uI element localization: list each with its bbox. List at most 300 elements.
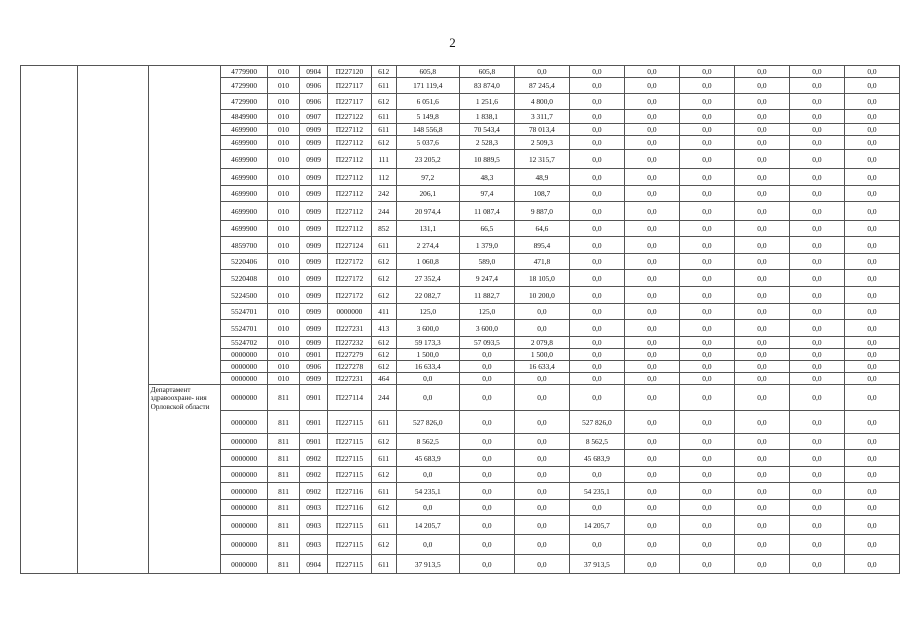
table-cell: 4699900 bbox=[221, 186, 268, 202]
table-cell: 0,0 bbox=[844, 500, 899, 516]
table-cell: 9 887,0 bbox=[514, 202, 569, 221]
table-cell: 0,0 bbox=[569, 320, 624, 337]
table-cell: 0,0 bbox=[679, 169, 734, 186]
table-cell: 112 bbox=[371, 169, 396, 186]
table-cell: П227172 bbox=[328, 270, 372, 287]
table-cell: 0000000 bbox=[221, 555, 268, 574]
table-cell: 0,0 bbox=[569, 304, 624, 320]
table-cell: 010 bbox=[267, 270, 299, 287]
table-cell: 0,0 bbox=[844, 287, 899, 304]
table-cell: П227112 bbox=[328, 136, 372, 150]
table-cell: 0,0 bbox=[514, 555, 569, 574]
table-cell: 0,0 bbox=[734, 450, 789, 467]
table-cell: 811 bbox=[267, 434, 299, 450]
table-cell: 0,0 bbox=[844, 361, 899, 373]
table-cell: 0,0 bbox=[734, 304, 789, 320]
table-cell: 0,0 bbox=[624, 337, 679, 349]
table-cell: 57 093,5 bbox=[459, 337, 514, 349]
table-cell: 0909 bbox=[300, 320, 328, 337]
table-cell: 4729900 bbox=[221, 78, 268, 94]
table-cell: П227124 bbox=[328, 237, 372, 254]
table-cell: 527 826,0 bbox=[569, 411, 624, 434]
table-cell: 0,0 bbox=[844, 337, 899, 349]
table-cell: 0,0 bbox=[624, 237, 679, 254]
table-cell: 010 bbox=[267, 66, 299, 78]
table-cell: 0,0 bbox=[844, 320, 899, 337]
table-cell: 97,4 bbox=[459, 186, 514, 202]
table-cell: 0,0 bbox=[844, 150, 899, 169]
table-cell: 010 bbox=[267, 150, 299, 169]
table-cell: 2 079,8 bbox=[514, 337, 569, 349]
table-cell: 0,0 bbox=[569, 221, 624, 237]
table-cell: 0,0 bbox=[789, 385, 844, 411]
table-cell: 0,0 bbox=[734, 254, 789, 270]
table-cell: 0,0 bbox=[679, 361, 734, 373]
table-cell: 4699900 bbox=[221, 221, 268, 237]
table-cell: 0,0 bbox=[624, 124, 679, 136]
table-cell: 0,0 bbox=[679, 373, 734, 385]
table-cell: 0,0 bbox=[459, 373, 514, 385]
table-cell: 0,0 bbox=[624, 254, 679, 270]
table-cell: 3 600,0 bbox=[459, 320, 514, 337]
table-cell: 0,0 bbox=[459, 535, 514, 555]
table-cell: 0000000 bbox=[221, 535, 268, 555]
table-cell: 0,0 bbox=[844, 110, 899, 124]
table-cell: П227120 bbox=[328, 66, 372, 78]
table-cell: 611 bbox=[371, 483, 396, 500]
table-cell: 0,0 bbox=[624, 450, 679, 467]
table-cell: П227122 bbox=[328, 110, 372, 124]
table-cell: 0,0 bbox=[789, 320, 844, 337]
table-cell: 010 bbox=[267, 169, 299, 186]
table-cell: 0,0 bbox=[679, 535, 734, 555]
table-cell: 0,0 bbox=[789, 78, 844, 94]
table-cell: 0,0 bbox=[679, 483, 734, 500]
table-cell: 605,8 bbox=[459, 66, 514, 78]
table-cell: 611 bbox=[371, 78, 396, 94]
table-cell: 131,1 bbox=[396, 221, 459, 237]
table-cell: 0000000 bbox=[221, 361, 268, 373]
table-cell: 0,0 bbox=[734, 337, 789, 349]
table-cell: 0,0 bbox=[459, 349, 514, 361]
table-cell: 0,0 bbox=[734, 361, 789, 373]
table-cell: П227115 bbox=[328, 450, 372, 467]
table-cell: 0000000 bbox=[221, 450, 268, 467]
table-cell: 612 bbox=[371, 287, 396, 304]
table-cell: 0,0 bbox=[569, 254, 624, 270]
table-cell: 23 205,2 bbox=[396, 150, 459, 169]
table-cell: П227112 bbox=[328, 221, 372, 237]
table-cell: 4729900 bbox=[221, 94, 268, 110]
table-cell: 0,0 bbox=[679, 500, 734, 516]
table-cell: 0,0 bbox=[844, 450, 899, 467]
table-cell: 0,0 bbox=[844, 467, 899, 483]
table-cell: 0,0 bbox=[624, 66, 679, 78]
table-cell: 0909 bbox=[300, 287, 328, 304]
table-cell: 0,0 bbox=[789, 349, 844, 361]
table-cell: 010 bbox=[267, 254, 299, 270]
table-cell: 0,0 bbox=[844, 304, 899, 320]
table-cell: 0,0 bbox=[569, 110, 624, 124]
table-cell: 0,0 bbox=[679, 237, 734, 254]
table-cell: 0,0 bbox=[844, 555, 899, 574]
table-cell: 97,2 bbox=[396, 169, 459, 186]
table-cell: 8 562,5 bbox=[569, 434, 624, 450]
table-cell: 811 bbox=[267, 385, 299, 411]
table-cell: 0,0 bbox=[679, 110, 734, 124]
table-cell: 0,0 bbox=[624, 150, 679, 169]
table-cell: 4699900 bbox=[221, 124, 268, 136]
table-cell: 0901 bbox=[300, 385, 328, 411]
table-cell: 0,0 bbox=[789, 483, 844, 500]
table-cell: 242 bbox=[371, 186, 396, 202]
table-cell: 0,0 bbox=[679, 349, 734, 361]
table-cell: 0,0 bbox=[734, 500, 789, 516]
table-cell: 0909 bbox=[300, 202, 328, 221]
table-cell: 0,0 bbox=[569, 270, 624, 287]
table-cell: 6 051,6 bbox=[396, 94, 459, 110]
table-cell: 0,0 bbox=[679, 467, 734, 483]
table-cell: 010 bbox=[267, 110, 299, 124]
table-cell: 14 205,7 bbox=[396, 516, 459, 535]
table-cell: 0,0 bbox=[789, 94, 844, 110]
table-cell: 0,0 bbox=[734, 150, 789, 169]
table-cell: 4849900 bbox=[221, 110, 268, 124]
table-cell: 0,0 bbox=[396, 535, 459, 555]
table-cell: 0,0 bbox=[396, 385, 459, 411]
table-cell: 0,0 bbox=[679, 411, 734, 434]
table-cell: 148 556,8 bbox=[396, 124, 459, 136]
table-cell: 0,0 bbox=[569, 66, 624, 78]
table-cell: 0,0 bbox=[789, 337, 844, 349]
table-cell: 010 bbox=[267, 124, 299, 136]
table-cell: 4779900 bbox=[221, 66, 268, 78]
table-cell: 0,0 bbox=[569, 124, 624, 136]
table-cell: 612 bbox=[371, 94, 396, 110]
table-cell: 0,0 bbox=[679, 202, 734, 221]
table-cell: 611 bbox=[371, 237, 396, 254]
table-cell: 2 274,4 bbox=[396, 237, 459, 254]
table-cell: 0,0 bbox=[459, 555, 514, 574]
table-cell: 0,0 bbox=[844, 221, 899, 237]
table-cell: 14 205,7 bbox=[569, 516, 624, 535]
table-cell: 0,0 bbox=[459, 450, 514, 467]
table-cell: 66,5 bbox=[459, 221, 514, 237]
table-cell: 5220406 bbox=[221, 254, 268, 270]
table-cell: 0000000 bbox=[221, 467, 268, 483]
table-cell: 010 bbox=[267, 304, 299, 320]
table-cell: 612 bbox=[371, 361, 396, 373]
table-cell: 0,0 bbox=[789, 237, 844, 254]
table-cell: 0,0 bbox=[679, 136, 734, 150]
table-cell: 0,0 bbox=[459, 467, 514, 483]
table-cell: 611 bbox=[371, 124, 396, 136]
table-cell: 0,0 bbox=[734, 535, 789, 555]
table-cell: П227115 bbox=[328, 467, 372, 483]
table-cell: 0,0 bbox=[789, 136, 844, 150]
table-cell: 589,0 bbox=[459, 254, 514, 270]
blank-col-b bbox=[78, 66, 149, 574]
table-cell: П227115 bbox=[328, 555, 372, 574]
table-cell: 54 235,1 bbox=[569, 483, 624, 500]
table-cell: 0,0 bbox=[734, 78, 789, 94]
table-cell: 811 bbox=[267, 535, 299, 555]
table-cell: 010 bbox=[267, 320, 299, 337]
table-cell: 0,0 bbox=[624, 287, 679, 304]
table-cell: 811 bbox=[267, 500, 299, 516]
table-cell: П227117 bbox=[328, 78, 372, 94]
table-cell: 0,0 bbox=[569, 500, 624, 516]
table-cell: 111 bbox=[371, 150, 396, 169]
table-cell: П227231 bbox=[328, 320, 372, 337]
table-cell: 0000000 bbox=[221, 349, 268, 361]
table-cell: 0,0 bbox=[789, 66, 844, 78]
table-cell: 0,0 bbox=[789, 450, 844, 467]
table-cell: 0,0 bbox=[679, 304, 734, 320]
table-cell: 0,0 bbox=[679, 254, 734, 270]
table-cell: 244 bbox=[371, 202, 396, 221]
table-cell: 0,0 bbox=[844, 202, 899, 221]
table-cell: 010 bbox=[267, 202, 299, 221]
table-cell: 0,0 bbox=[789, 202, 844, 221]
table-cell: 0,0 bbox=[734, 320, 789, 337]
department-name: Департамент здравоохране- ния Орловской области bbox=[148, 385, 221, 574]
table-cell: 0,0 bbox=[624, 186, 679, 202]
table-cell: 0,0 bbox=[844, 94, 899, 110]
table-cell: 0,0 bbox=[514, 467, 569, 483]
table-cell: 0,0 bbox=[789, 535, 844, 555]
table-cell: 0,0 bbox=[844, 169, 899, 186]
table-cell: 0,0 bbox=[569, 373, 624, 385]
table-cell: 0,0 bbox=[734, 237, 789, 254]
page-number: 2 bbox=[449, 35, 456, 50]
table-cell: 0903 bbox=[300, 516, 328, 535]
table-cell: 0,0 bbox=[514, 483, 569, 500]
table-cell: 0,0 bbox=[734, 124, 789, 136]
table-cell: 83 874,0 bbox=[459, 78, 514, 94]
table-cell: 0909 bbox=[300, 136, 328, 150]
table-cell: 413 bbox=[371, 320, 396, 337]
table-cell: 0,0 bbox=[844, 516, 899, 535]
table-cell: 612 bbox=[371, 349, 396, 361]
table-cell: П227172 bbox=[328, 254, 372, 270]
table-cell: 3 311,7 bbox=[514, 110, 569, 124]
table-cell: 0,0 bbox=[844, 434, 899, 450]
table-cell: 0909 bbox=[300, 237, 328, 254]
table-cell: 125,0 bbox=[459, 304, 514, 320]
table-cell: 0,0 bbox=[514, 304, 569, 320]
table-cell: 0909 bbox=[300, 150, 328, 169]
table-cell: 0,0 bbox=[789, 361, 844, 373]
table-cell: 0,0 bbox=[789, 467, 844, 483]
table-cell: 20 974,4 bbox=[396, 202, 459, 221]
table-cell: 0,0 bbox=[844, 136, 899, 150]
table-cell: 0,0 bbox=[569, 361, 624, 373]
table-cell: 0,0 bbox=[624, 483, 679, 500]
table-cell: 0000000 bbox=[221, 411, 268, 434]
table-cell: 0,0 bbox=[396, 500, 459, 516]
table-cell: 0,0 bbox=[734, 94, 789, 110]
table-cell: 171 119,4 bbox=[396, 78, 459, 94]
table-cell: 0,0 bbox=[679, 385, 734, 411]
table-cell: 0,0 bbox=[514, 516, 569, 535]
table-cell: 0,0 bbox=[679, 221, 734, 237]
table-cell: 108,7 bbox=[514, 186, 569, 202]
table-cell: 8 562,5 bbox=[396, 434, 459, 450]
table-row bbox=[21, 66, 900, 78]
table-cell: 1 500,0 bbox=[396, 349, 459, 361]
table-cell: 0909 bbox=[300, 169, 328, 186]
table-cell: 010 bbox=[267, 94, 299, 110]
table-cell: П227115 bbox=[328, 411, 372, 434]
table-cell: 0,0 bbox=[844, 186, 899, 202]
table-cell: 527 826,0 bbox=[396, 411, 459, 434]
table-cell: 0904 bbox=[300, 66, 328, 78]
table-cell: 0,0 bbox=[569, 337, 624, 349]
table-cell: 0,0 bbox=[679, 287, 734, 304]
table-cell: 0,0 bbox=[679, 124, 734, 136]
table-cell: 0,0 bbox=[679, 270, 734, 287]
table-cell: 0,0 bbox=[734, 66, 789, 78]
table-cell: 0,0 bbox=[734, 467, 789, 483]
table-cell: 0,0 bbox=[396, 373, 459, 385]
table-cell: 0,0 bbox=[789, 304, 844, 320]
table-cell: 0,0 bbox=[844, 373, 899, 385]
table-cell: 0,0 bbox=[844, 349, 899, 361]
table-cell: 0,0 bbox=[734, 221, 789, 237]
table-cell: 0,0 bbox=[624, 78, 679, 94]
table-cell: 0,0 bbox=[844, 483, 899, 500]
table-cell: 0,0 bbox=[734, 110, 789, 124]
table-cell: 2 528,3 bbox=[459, 136, 514, 150]
table-cell: 0,0 bbox=[624, 94, 679, 110]
table-cell: 37 913,5 bbox=[396, 555, 459, 574]
table-cell: 0909 bbox=[300, 304, 328, 320]
table-cell: 811 bbox=[267, 516, 299, 535]
table-cell: 0,0 bbox=[734, 202, 789, 221]
table-cell: 010 bbox=[267, 349, 299, 361]
table-cell: 0909 bbox=[300, 254, 328, 270]
table-cell: 1 500,0 bbox=[514, 349, 569, 361]
table-cell: 0,0 bbox=[569, 78, 624, 94]
table-cell: 612 bbox=[371, 136, 396, 150]
table-cell: 0902 bbox=[300, 450, 328, 467]
table-cell: 0,0 bbox=[624, 385, 679, 411]
table-cell: 54 235,1 bbox=[396, 483, 459, 500]
table-cell: 4699900 bbox=[221, 169, 268, 186]
table-cell: 5524702 bbox=[221, 337, 268, 349]
table-cell: 0902 bbox=[300, 483, 328, 500]
table-cell: 0,0 bbox=[624, 202, 679, 221]
table-cell: 0,0 bbox=[624, 110, 679, 124]
table-cell: 0,0 bbox=[844, 254, 899, 270]
table-cell: 0,0 bbox=[569, 349, 624, 361]
table-cell: 0000000 bbox=[328, 304, 372, 320]
table-cell: 612 bbox=[371, 66, 396, 78]
table-cell: П227115 bbox=[328, 434, 372, 450]
table-cell: 0000000 bbox=[221, 434, 268, 450]
table-cell: 0901 bbox=[300, 434, 328, 450]
table-cell: 244 bbox=[371, 385, 396, 411]
table-cell: 611 bbox=[371, 555, 396, 574]
table-cell: 0,0 bbox=[679, 150, 734, 169]
table-cell: 0,0 bbox=[624, 169, 679, 186]
table-cell: 0000000 bbox=[221, 516, 268, 535]
table-cell: 0,0 bbox=[459, 361, 514, 373]
table-cell: 010 bbox=[267, 186, 299, 202]
table-cell: 0,0 bbox=[459, 434, 514, 450]
table-cell: 87 245,4 bbox=[514, 78, 569, 94]
table-cell: 4 800,0 bbox=[514, 94, 569, 110]
table-cell: 611 bbox=[371, 516, 396, 535]
table-cell: 471,8 bbox=[514, 254, 569, 270]
table-cell: 27 352,4 bbox=[396, 270, 459, 287]
table-cell: 0,0 bbox=[844, 124, 899, 136]
table-cell: 0,0 bbox=[789, 150, 844, 169]
table-cell: 0,0 bbox=[734, 186, 789, 202]
table-cell: 0,0 bbox=[789, 124, 844, 136]
table-cell: 0,0 bbox=[789, 221, 844, 237]
table-cell: 48,9 bbox=[514, 169, 569, 186]
table-cell: 0,0 bbox=[789, 373, 844, 385]
table-cell: 10 200,0 bbox=[514, 287, 569, 304]
table-cell: 16 633,4 bbox=[514, 361, 569, 373]
table-cell: 0,0 bbox=[679, 78, 734, 94]
table-cell: 612 bbox=[371, 535, 396, 555]
table-cell: П227114 bbox=[328, 385, 372, 411]
table-cell: 4699900 bbox=[221, 136, 268, 150]
table-cell: 0,0 bbox=[734, 287, 789, 304]
table-cell: 0906 bbox=[300, 361, 328, 373]
table-cell: 0,0 bbox=[789, 500, 844, 516]
table-cell: 0903 bbox=[300, 535, 328, 555]
table-cell: 0,0 bbox=[514, 66, 569, 78]
table-cell: 0,0 bbox=[624, 270, 679, 287]
table-cell: 0,0 bbox=[514, 411, 569, 434]
table-cell: 70 543,4 bbox=[459, 124, 514, 136]
table-cell: 0000000 bbox=[221, 483, 268, 500]
table-cell: 0,0 bbox=[569, 385, 624, 411]
table-cell: 45 683,9 bbox=[569, 450, 624, 467]
table-cell: 78 013,4 bbox=[514, 124, 569, 136]
table-cell: П227231 bbox=[328, 373, 372, 385]
table-cell: 0,0 bbox=[734, 349, 789, 361]
table-cell: 010 bbox=[267, 136, 299, 150]
table-cell: 16 633,4 bbox=[396, 361, 459, 373]
table-cell: 411 bbox=[371, 304, 396, 320]
table-cell: 0,0 bbox=[789, 411, 844, 434]
table-cell: 611 bbox=[371, 110, 396, 124]
table-cell: 010 bbox=[267, 373, 299, 385]
table-cell: 0,0 bbox=[514, 434, 569, 450]
table-cell: 37 913,5 bbox=[569, 555, 624, 574]
table-cell: 0,0 bbox=[679, 66, 734, 78]
table-cell: 5 037,6 bbox=[396, 136, 459, 150]
table-cell: 0,0 bbox=[569, 467, 624, 483]
table-cell: 0,0 bbox=[514, 450, 569, 467]
table-cell: 0,0 bbox=[789, 270, 844, 287]
table-cell: 811 bbox=[267, 450, 299, 467]
table-cell: 0,0 bbox=[734, 373, 789, 385]
table-cell: 22 082,7 bbox=[396, 287, 459, 304]
table-cell: П227278 bbox=[328, 361, 372, 373]
table-cell: 0,0 bbox=[459, 516, 514, 535]
table-cell: 0,0 bbox=[844, 385, 899, 411]
table-cell: 0,0 bbox=[514, 500, 569, 516]
table-cell: 0,0 bbox=[789, 516, 844, 535]
table-cell: 0,0 bbox=[459, 385, 514, 411]
table-cell: 0,0 bbox=[679, 434, 734, 450]
